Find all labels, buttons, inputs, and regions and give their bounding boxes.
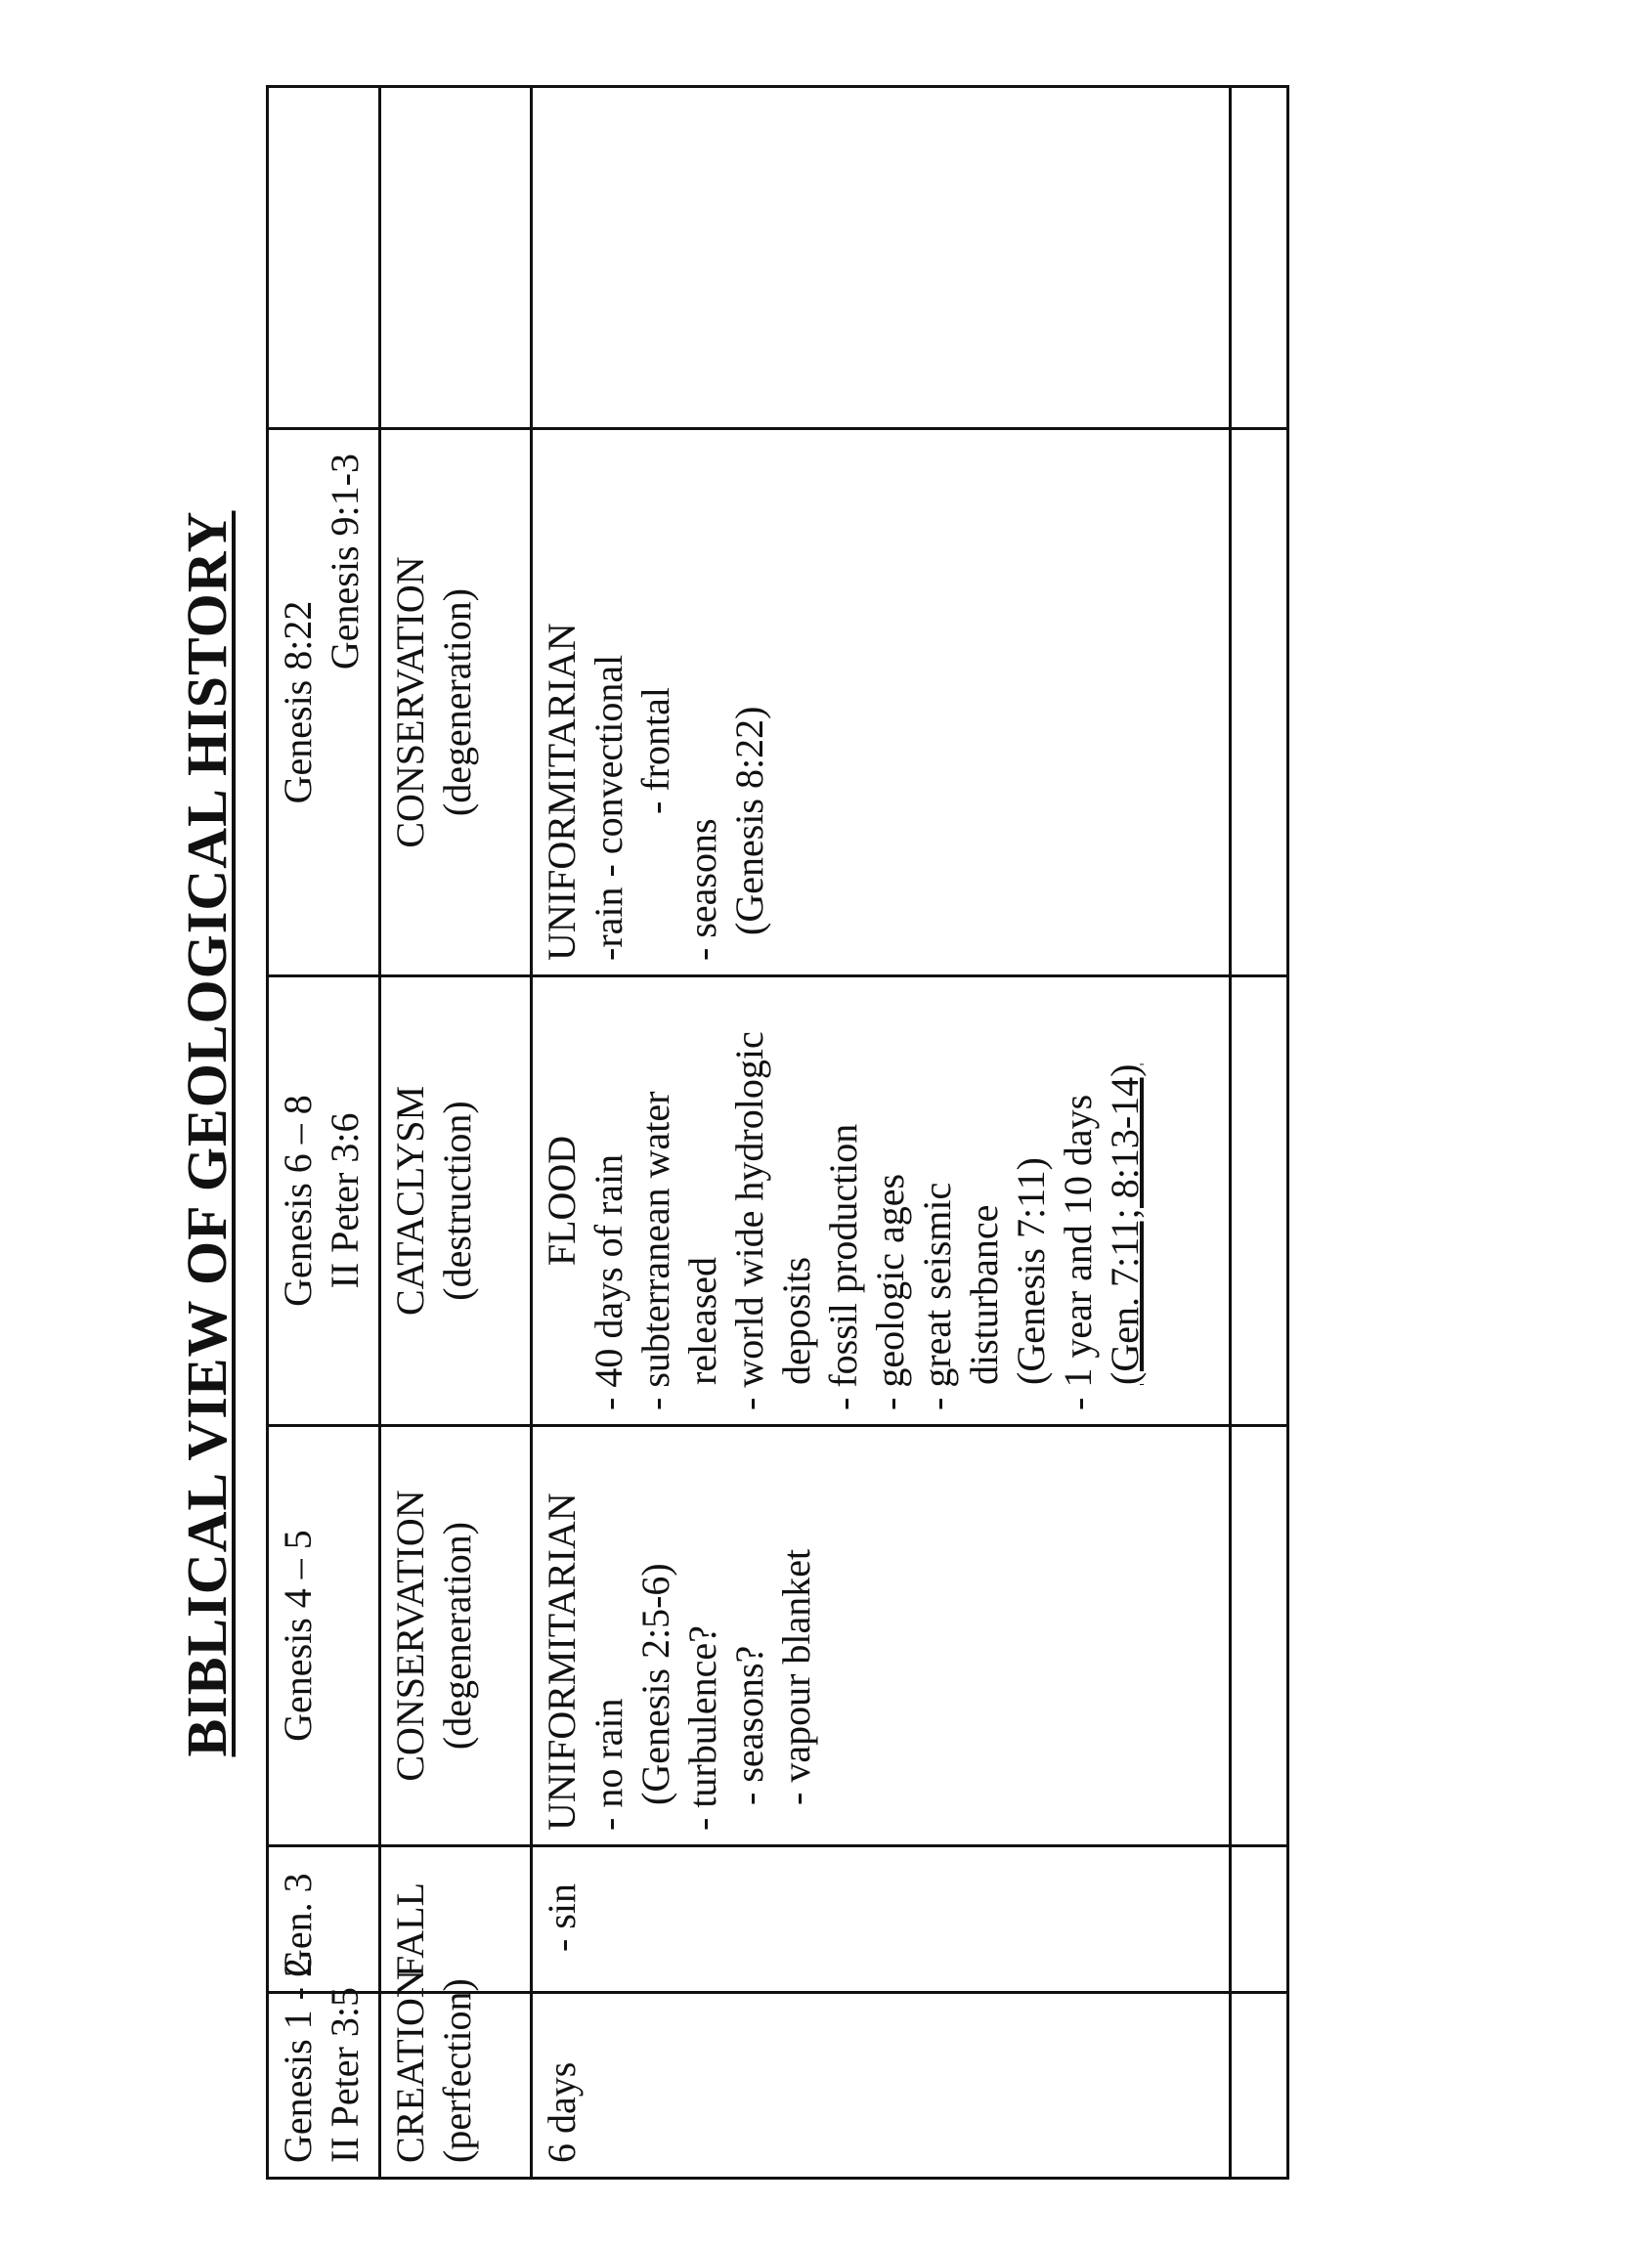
reference-line: Genesis 8:22 — [276, 600, 320, 804]
reference-line: Genesis 4 – 5 — [276, 1530, 320, 1742]
cell-empty — [1231, 1846, 1288, 1993]
period-subtitle: (degeneration) — [435, 1521, 479, 1751]
detail-line: - 40 days of rain — [587, 1153, 630, 1410]
detail-line: (Gen. 7:11; 8:13-14) — [1103, 1063, 1147, 1385]
detail-line: - sin — [540, 1883, 584, 1952]
cell-creation-period — [380, 1969, 532, 2179]
detail-line: disturbance — [962, 1204, 1006, 1385]
cell-conservation2-details — [532, 429, 1231, 976]
detail-line: (Genesis 2:5-6) — [633, 1563, 677, 1805]
detail-line: - seasons? — [727, 1645, 771, 1805]
cell-empty — [532, 87, 1231, 429]
reference-line: Genesis 9:1-3 — [323, 454, 367, 670]
detail-line: - no rain — [587, 1698, 630, 1831]
period-subtitle: (degeneration) — [435, 587, 479, 817]
cell-fall-period — [380, 1846, 532, 1993]
detail-heading: UNIFORMITARIAN — [540, 623, 584, 961]
detail-line: - subterranean water — [633, 1091, 677, 1410]
cell-conservation2-reference — [268, 429, 380, 976]
detail-line: - great seismic — [915, 1182, 959, 1410]
detail-line: (Genesis 8:22) — [727, 706, 771, 935]
cell-conservation1-period — [380, 1426, 532, 1846]
detail-line: released — [680, 1256, 724, 1385]
cell-fall-details — [532, 1846, 1231, 1993]
table-row-details — [532, 87, 1231, 2179]
period-subtitle: (perfection) — [435, 1978, 479, 2163]
period-subtitle: (destruction) — [435, 1101, 479, 1301]
reference-line: II Peter 3:5 — [323, 1987, 367, 2163]
cell-creation-reference — [268, 1958, 380, 2179]
reference-line: Genesis 1 - 2 — [276, 1958, 320, 2163]
cell-empty — [268, 87, 380, 429]
cell-empty — [1231, 87, 1288, 429]
table-row-references — [268, 87, 380, 2179]
detail-line: - fossil production — [821, 1123, 865, 1410]
period-name: FALL — [388, 1881, 432, 1977]
detail-line: - seasons — [680, 818, 724, 961]
cell-empty — [1231, 1993, 1288, 2179]
detail-heading: UNIFORMITARIAN — [540, 1492, 584, 1831]
document-title: BIBLICAL VIEW OF GEOLOGICAL HISTORY — [175, 510, 239, 1757]
detail-heading: FLOOD — [540, 1135, 584, 1267]
period-name: CATACLYSM — [388, 1085, 432, 1317]
cell-conservation2-period — [380, 429, 532, 976]
cell-conservation1-reference — [268, 1426, 380, 1846]
cell-empty — [1231, 1426, 1288, 1846]
table-row-empty — [1231, 87, 1288, 2179]
reference-line: Gen. 3 — [276, 1873, 320, 1977]
table-row-periods — [380, 87, 532, 2179]
detail-line: deposits — [774, 1256, 818, 1385]
detail-line: (Genesis 7:11) — [1009, 1157, 1053, 1385]
cell-conservation1-details — [532, 1426, 1231, 1846]
cell-cataclysm-details — [532, 976, 1231, 1426]
detail-line: - vapour blanket — [774, 1548, 818, 1805]
period-name: CREATION — [388, 1969, 432, 2163]
rotated-sheet — [168, 88, 1263, 2180]
detail-line: - world wide hydrologic — [727, 1031, 771, 1410]
cell-empty — [1231, 429, 1288, 976]
cell-cataclysm-period — [380, 976, 532, 1426]
geological-history-table — [266, 85, 1289, 2180]
reference-line: Genesis 6 – 8 — [276, 1095, 320, 1307]
detail-line: - frontal — [633, 687, 677, 814]
cell-empty — [1231, 976, 1288, 1426]
cell-empty — [380, 87, 532, 429]
detail-line: -rain - convectional — [587, 654, 630, 961]
detail-line: - 1 year and 10 days — [1056, 1094, 1100, 1410]
cell-fall-reference — [268, 1846, 380, 1993]
cell-cataclysm-reference — [268, 976, 380, 1426]
reference-line: II Peter 3:6 — [323, 1112, 367, 1289]
cell-creation-details — [532, 1993, 1231, 2179]
period-name: CONSERVATION — [388, 1490, 432, 1782]
detail-line: - turbulence? — [680, 1625, 724, 1831]
detail-line: - geologic ages — [868, 1173, 912, 1410]
period-name: CONSERVATION — [388, 556, 432, 848]
detail-line: 6 days — [540, 2061, 584, 2163]
